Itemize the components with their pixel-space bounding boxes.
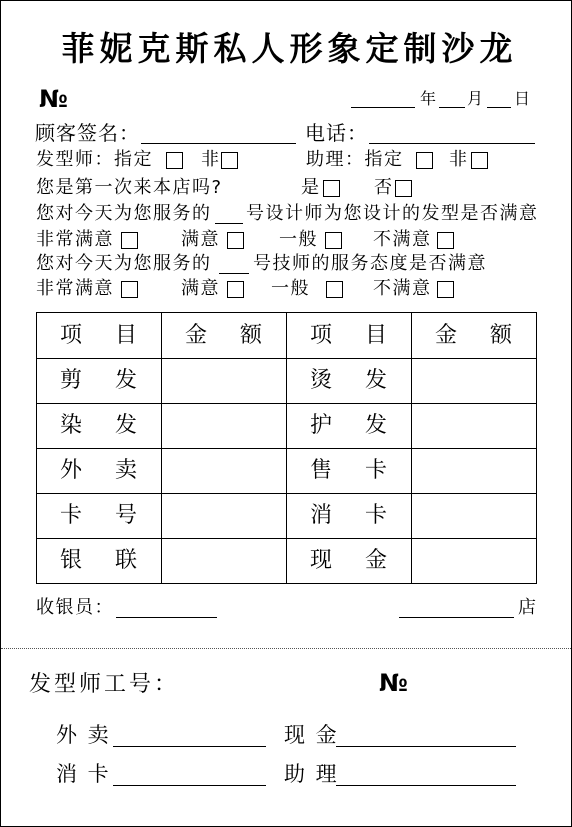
amount-cell [162,404,287,449]
table-row [37,494,537,539]
stylist-designated-label: 发型师：指定 [36,149,153,170]
technician-number-blank [219,273,249,274]
stub-cash-label: 现 金 [284,723,339,747]
header-item: 项 目 [37,313,162,359]
store-suffix-label: 店 [518,597,538,618]
phone-label: 电话： [305,121,368,145]
year-label: 年 [420,89,437,108]
first-visit-yes-label: 是 [301,177,321,198]
option-satisfied-label: 满意 [181,278,220,299]
option-very-satisfied-checkbox [121,232,138,249]
item-cell: 外 卖 [37,449,162,494]
month-label: 月 [467,89,484,108]
item-cell: 卡 号 [37,494,162,539]
cashier-blank [116,617,217,618]
first-visit-question: 您是第一次来本店吗? [36,177,223,198]
customer-signature-blank [141,143,296,144]
header-amount: 金 额 [412,313,537,359]
amount-cell [162,449,287,494]
table-header-row [37,313,537,359]
item-cell: 银 联 [37,539,162,584]
receipt-number-mark: № [39,85,68,113]
amount-cell [412,449,537,494]
stub-cash-blank [336,746,516,747]
table-row [37,539,537,584]
day-blank [487,107,511,108]
assistant-non-label: 非 [449,149,469,170]
amount-cell [412,494,537,539]
table-row [37,449,537,494]
option-satisfied-label: 满意 [181,229,220,250]
option-average-checkbox [326,281,343,298]
assistant-non-checkbox [471,152,488,169]
day-label: 日 [514,89,531,108]
item-cell: 染 发 [37,404,162,449]
survey-question-prefix: 您对今天为您服务的 [36,203,212,224]
option-dissatisfied-checkbox [437,281,454,298]
survey-question-prefix: 您对今天为您服务的 [36,253,212,274]
item-cell: 现 金 [287,539,412,584]
header-item: 项 目 [287,313,412,359]
option-dissatisfied-checkbox [437,232,454,249]
stylist-id-label: 发型师工号： [29,672,180,697]
amount-cell [162,494,287,539]
cashier-label: 收银员： [36,597,114,618]
survey-question-suffix: 号设计师为您设计的发型是否满意 [246,203,539,224]
survey-question-suffix: 号技师的服务态度是否满意 [253,253,487,274]
stub-card-consume-blank [113,785,266,786]
table-row [37,359,537,404]
store-name-blank [399,617,514,618]
option-dissatisfied-label: 不满意 [373,278,432,299]
stub-number-mark: № [379,669,408,697]
option-satisfied-checkbox [227,232,244,249]
customer-signature-label: 顾客签名： [35,121,140,145]
item-cell: 消 卡 [287,494,412,539]
assistant-designated-checkbox [416,152,433,169]
option-very-satisfied-checkbox [121,281,138,298]
amount-cell [412,359,537,404]
first-visit-no-checkbox [395,180,412,197]
assistant-designated-label: 助理：指定 [306,149,404,170]
amount-cell [162,539,287,584]
perforation-line [1,648,572,649]
amount-cell [162,359,287,404]
option-satisfied-checkbox [227,281,244,298]
option-average-label: 一般 [271,278,310,299]
phone-blank [369,143,535,144]
stub-takeaway-blank [113,746,266,747]
table-row [37,404,537,449]
first-visit-yes-checkbox [323,180,340,197]
service-amount-table [36,312,537,584]
stylist-non-label: 非 [201,149,221,170]
item-cell: 售 卡 [287,449,412,494]
option-very-satisfied-label: 非常满意 [36,229,114,250]
option-dissatisfied-label: 不满意 [373,229,432,250]
amount-cell [412,539,537,584]
option-average-checkbox [325,232,342,249]
stylist-non-checkbox [221,152,238,169]
month-blank [439,107,465,108]
amount-cell [412,404,537,449]
salon-title: 菲妮克斯私人形象定制沙龙 [61,29,518,68]
stylist-designated-checkbox [166,152,183,169]
stub-assistant-label: 助 理 [284,762,339,786]
stylist-number-blank [215,223,243,224]
item-cell: 烫 发 [287,359,412,404]
stub-card-consume-label: 消 卡 [56,762,111,786]
year-blank [351,107,415,108]
option-average-label: 一般 [279,229,318,250]
option-very-satisfied-label: 非常满意 [36,278,114,299]
first-visit-no-label: 否 [374,177,394,198]
item-cell: 护 发 [287,404,412,449]
header-amount: 金 额 [162,313,287,359]
stub-takeaway-label: 外 卖 [56,723,111,747]
stub-assistant-blank [336,785,516,786]
item-cell: 剪 发 [37,359,162,404]
